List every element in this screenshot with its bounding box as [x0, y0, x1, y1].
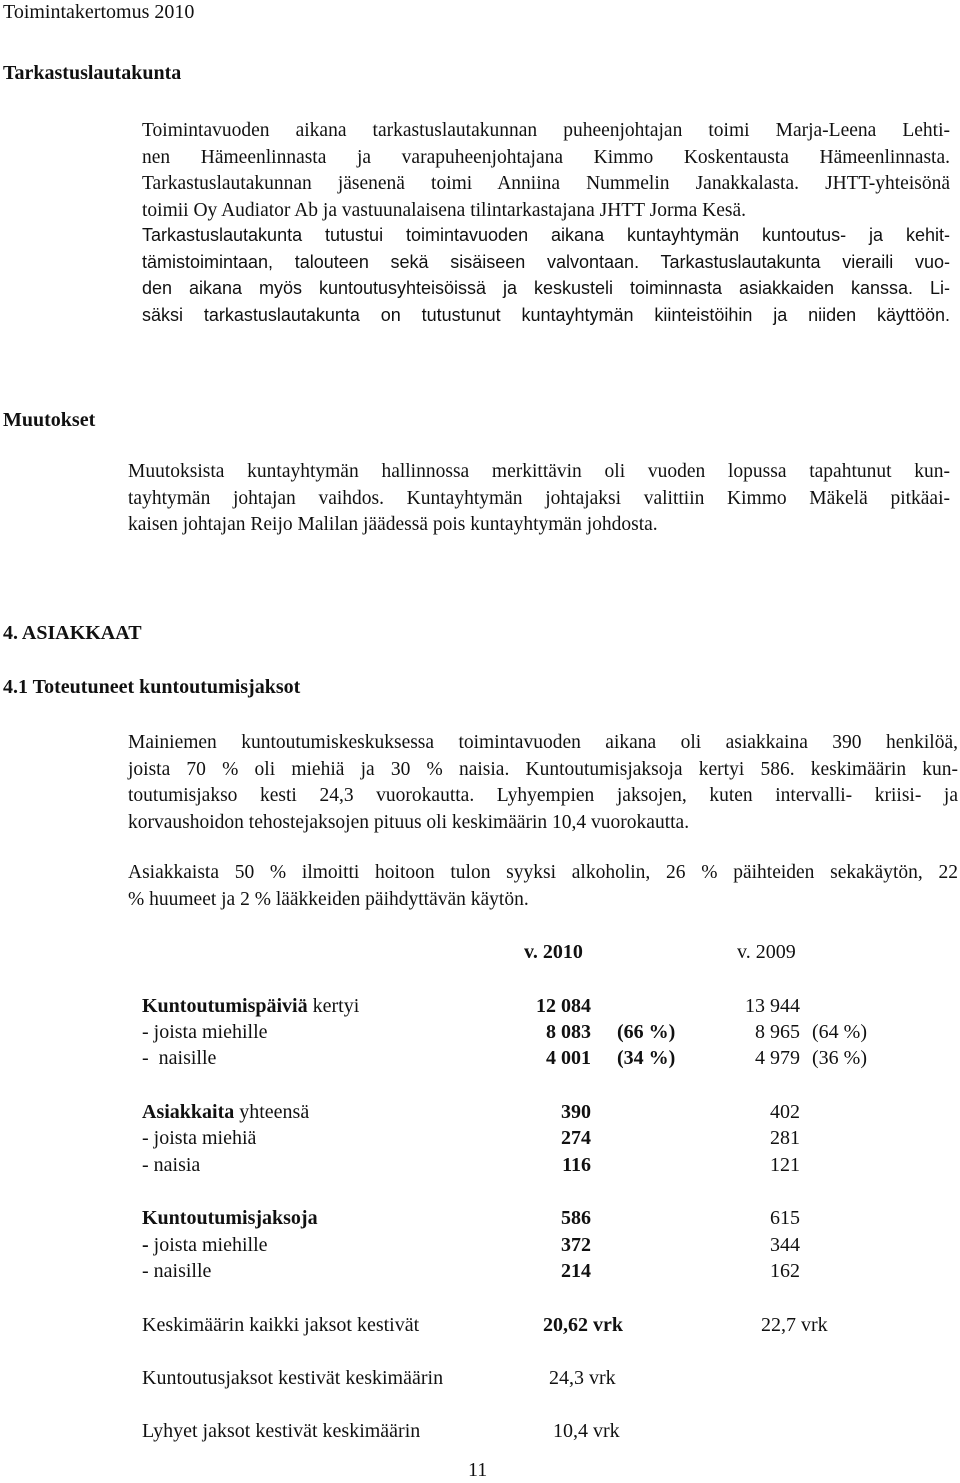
- value-paivat-2010: 12 084: [536, 995, 591, 1017]
- column-header-2009: v. 2009: [737, 941, 796, 963]
- row-label-paivat-naiset: - naisille: [142, 1047, 217, 1069]
- value-paivat-miehet-2010-pct: (66 %): [617, 1021, 676, 1043]
- value-jaksot-miehet-2009: 344: [770, 1234, 800, 1256]
- column-header-2010: v. 2010: [524, 941, 583, 963]
- value-paivat-miehet-2009-pct: (64 %): [812, 1021, 867, 1043]
- value-paivat-naiset-2009-pct: (36 %): [812, 1047, 867, 1069]
- value-asiakkaat-2009: 402: [770, 1101, 800, 1123]
- value-jaksot-2009: 615: [770, 1207, 800, 1229]
- row-label-kuntoutusjaksot-keskimaarin: Kuntoutusjaksot kestivät keskimäärin: [142, 1367, 444, 1389]
- row-label-asiakkaat-miehet: - joista miehiä: [142, 1127, 257, 1149]
- text-line: säksi tarkastuslautakunta on tutustunut kuntayhtymän kiinteistöihin ja niiden käyttöön.: [142, 304, 950, 325]
- row-label-bold: Kuntoutumispäiviä: [142, 995, 308, 1017]
- running-header: Toimintakertomus 2010: [3, 1, 195, 23]
- row-label-rest: kertyi: [307, 995, 360, 1017]
- value-asiakkaat-miehet-2009: 281: [770, 1127, 800, 1149]
- text-line: % huumeet ja 2 % lääkkeiden päihdyttävän käytön.: [128, 888, 529, 910]
- value-paivat-naiset-2010: 4 001: [546, 1047, 591, 1069]
- value-keskimaarin-kaikki-2009: 22,7 vrk: [761, 1314, 828, 1336]
- paragraph-tarkastus-members: [142, 118, 950, 224]
- value-jaksot-miehet-2010: 372: [561, 1234, 591, 1256]
- value-jaksot-naiset-2009: 162: [770, 1260, 800, 1282]
- row-label-rest: yhteensä: [234, 1101, 310, 1123]
- text-line: kaisen johtajan Reijo Malilan jäädessä pois kuntayhtymän johdosta.: [128, 514, 658, 536]
- paragraph-tarkastus-activities: [142, 222, 950, 328]
- section-title-muutokset: Muutokset: [3, 409, 96, 431]
- value-paivat-naiset-2009: 4 979: [755, 1047, 800, 1069]
- page-number: 11: [468, 1459, 488, 1481]
- row-label-lyhyet-keskimaarin: Lyhyet jaksot kestivät keskimäärin: [142, 1420, 421, 1442]
- text-line: Muutoksista kuntayhtymän hallinnossa merkittävin oli vuoden lopussa tapahtunut kun-: [128, 461, 950, 482]
- text-line: Toimintavuoden aikana tarkastuslautakunnan puheenjohtajan toimi Marja-Leena Lehti-: [142, 120, 950, 141]
- row-label-kuntoutumispaivat: [142, 995, 359, 1018]
- row-label-kuntoutumisjaksot: Kuntoutumisjaksoja: [142, 1207, 318, 1229]
- subsection-title-kuntoutumisjaksot: 4.1 Toteutuneet kuntoutumisjaksot: [3, 676, 301, 698]
- text-line: toimii Oy Audiator Ab ja vastuunalaisena tilintarkastajana JHTT Jorma Kesä.: [142, 199, 747, 221]
- value-keskimaarin-kaikki-2010: 20,62 vrk: [543, 1314, 623, 1336]
- row-label-asiakkaat: [142, 1101, 309, 1124]
- value-paivat-miehet-2009: 8 965: [755, 1021, 800, 1043]
- row-label-jaksot-miehet: [142, 1234, 268, 1257]
- value-paivat-naiset-2010-pct: (34 %): [617, 1047, 676, 1069]
- value-paivat-2009: 13 944: [745, 995, 800, 1017]
- row-label-dash: -: [142, 1234, 149, 1256]
- text-line: tämistoimintaan, talouteen sekä sisäiseen valvontaan. Tarkastuslautakunta vieraili vuo-: [142, 251, 950, 272]
- row-label-keskimaarin-kaikki: Keskimäärin kaikki jaksot kestivät: [142, 1314, 420, 1336]
- text-line: Tarkastuslautakunta tutustui toimintavuoden aikana kuntayhtymän kuntoutus- ja kehit-: [142, 225, 950, 245]
- text-line: nen Hämeenlinnasta ja varapuheenjohtajana Kimmo Koskentausta Hämeenlinnasta.: [142, 146, 950, 168]
- text-line: tayhtymän johtajan vaihdos. Kuntayhtymän johtajaksi valittiin Kimmo Mäkelä pitkäai-: [128, 487, 950, 509]
- row-label-jaksot-naiset: - naisille: [142, 1260, 212, 1282]
- row-label-rest: joista miehille: [148, 1234, 268, 1256]
- value-asiakkaat-naiset-2009: 121: [770, 1154, 800, 1176]
- row-label-bold: Asiakkaita: [142, 1101, 235, 1123]
- paragraph-asiakkaat-summary: [128, 730, 958, 836]
- text-line: den aikana myös kuntoutusyhteisöissä ja keskusteli toiminnasta asiakkaiden kanssa. Li-: [142, 278, 950, 299]
- text-line: korvaushoidon tehostejaksojen pituus oli keskimäärin 10,4 vuorokautta.: [128, 811, 690, 833]
- value-paivat-miehet-2010: 8 083: [546, 1021, 591, 1043]
- value-jaksot-naiset-2010: 214: [561, 1260, 591, 1282]
- row-label-asiakkaat-naiset: - naisia: [142, 1154, 201, 1176]
- value-kuntoutusjaksot-keskimaarin: 24,3 vrk: [549, 1367, 616, 1389]
- value-lyhyet-keskimaarin: 10,4 vrk: [553, 1420, 620, 1442]
- section-title-asiakkaat: 4. ASIAKKAAT: [3, 622, 142, 644]
- section-title-tarkastuslautakunta: Tarkastuslautakunta: [3, 62, 182, 84]
- value-asiakkaat-miehet-2010: 274: [561, 1127, 591, 1149]
- text-line: Asiakkaista 50 % ilmoitti hoitoon tulon syyksi alkoholin, 26 % päihteiden sekakäytön, 22: [128, 862, 958, 883]
- value-jaksot-2010: 586: [561, 1207, 591, 1229]
- text-line: toutumisjakso kesti 24,3 vuorokautta. Lyhyempien jaksojen, kuten intervalli- kriisi- ja: [128, 785, 958, 807]
- text-line: Tarkastuslautakunnan jäsenenä toimi Anniina Nummelin Janakkalasta. JHTT-yhteisönä: [142, 173, 950, 195]
- text-line: joista 70 % oli miehiä ja 30 % naisia. Kuntoutumisjaksoja kertyi 586. keskimäärin kun-: [128, 758, 958, 780]
- value-asiakkaat-naiset-2010: 116: [562, 1154, 591, 1176]
- text-line: Mainiemen kuntoutumiskeskuksessa toimintavuoden aikana oli asiakkaina 390 henkilöä,: [128, 732, 958, 753]
- value-asiakkaat-2010: 390: [561, 1101, 591, 1123]
- paragraph-asiakkaat-causes: [128, 860, 958, 913]
- row-label-paivat-miehet: - joista miehille: [142, 1021, 268, 1043]
- paragraph-muutokset: [128, 459, 950, 539]
